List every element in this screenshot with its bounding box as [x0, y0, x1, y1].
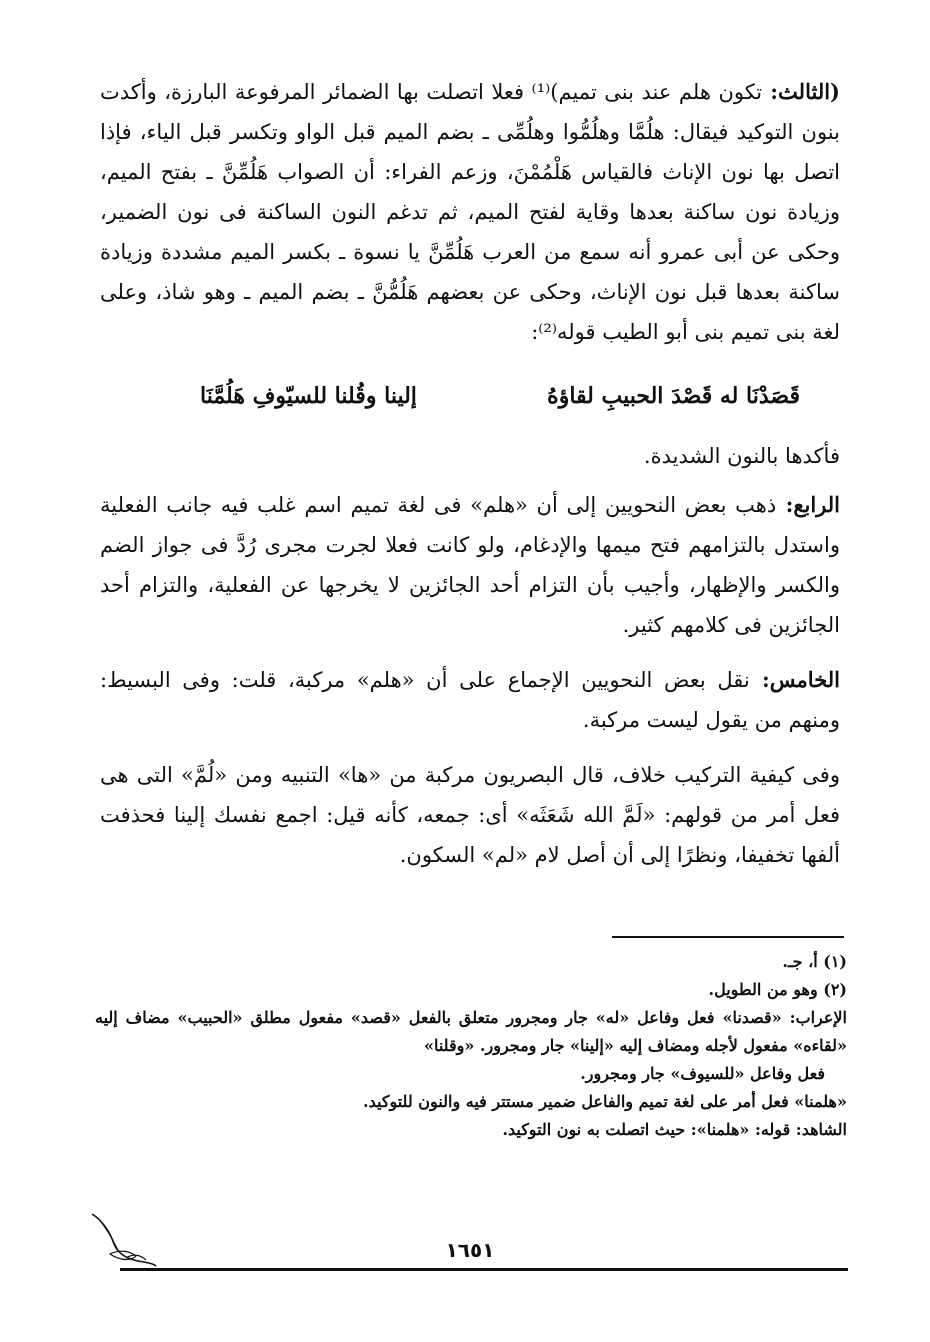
evidence-text: قوله: «هلمنا»: حيث اتصلت به نون التوكيد.	[502, 1120, 791, 1139]
quill-flourish-icon	[88, 1210, 158, 1274]
parsing-text: «قصدنا» فعل وفاعل «له» جار ومجرور متعلق بالفعل «قصد» مفعول مطلق «الحبيب» مضاف إليه «لقاءه» مفعول لأجله ومضاف إليه «إلينا» جار ومجرور. «وقلنا»	[95, 1008, 847, 1055]
paragraph-text: ذهب بعض النحويين إلى أن «هلم» فى لغة تميم اسم غلب فيه جانب الفعلية واستدل بالتزامهم فتح ميمها والإدغام، ولو كانت فعلا لجرت مجرى رُدَّ فى جواز الضم والكسر والإظهار، وأجيب بأن التزام أحد الجائزين لا يخرجها عن الفعلية، والتزام أحد الجائزين فى كلامهم كثير.	[100, 493, 840, 637]
paragraph-text: تكون هلم عند بنى تميم)⁽¹⁾ فعلا اتصلت بها الضمائر المرفوعة البارزة، وأكدت بنون التوكيد فيقال: هلُمَّا وهلُمُّوا وهلُمِّى ـ بضم الميم قبل الواو وتكسر قبل الياء، فإذا اتصل بها نون الإناث فالقياس هَلْمُمْنَ، وزعم الفراء: أن الصواب هَلُمِّنَّ ـ بفتح الميم، وزيادة نون ساكنة بعدها وقاية لفتح الميم، ثم تدغم النون الساكنة فى نون الضمير، وحكى عن أبى عمرو أنه سمع من العرب هَلُمِّنَّ يا نسوة ـ بكسر الميم مشددة وزيادة ساكنة بعدها قبل نون الإناث، وحكى عن بعضهم هَلُمُّنَّ ـ بضم الميم ـ وهو شاذ، وعلى لغة بنى تميم بنى أبو الطيب قوله⁽²⁾:	[100, 80, 841, 344]
footnote-2: (٢) وهو من الطويل.	[708, 980, 847, 999]
poetry-verse	[160, 383, 800, 427]
footnote-parsing-cont: فعل وفاعل «للسيوف» جار ومجرور.	[580, 1064, 825, 1083]
paragraph-text: وفى كيفية التركيب خلاف، قال البصريون مركبة من «ها» التنبيه ومن «لُمَّ» التى هى فعل أمر من قولهم: «لَمَّ الله شَعَثَه» أى: جمعه، كأنه قيل: اجمع نفسك إلينا فحذفت ألفها تخفيفا، ونظرًا إلى أن أصل لام «لم» السكون.	[100, 763, 840, 867]
paragraph-text: فأكدها بالنون الشديدة.	[643, 444, 840, 468]
evidence-label: الشاهد:	[790, 1120, 847, 1139]
paragraph-composition	[100, 755, 840, 875]
parsing-label: الإعراب:	[781, 1008, 847, 1027]
footnote-separator	[612, 936, 844, 938]
footnote-evidence	[95, 1116, 847, 1144]
verse-first-hemistich: قَصَدْنَا له قَصْدَ الحبيبِ لقاؤهُ	[547, 383, 800, 409]
footnote-1: (١) أ، جـ.	[782, 952, 847, 971]
bottom-rule	[120, 1268, 848, 1271]
footnote-parsing	[95, 1004, 847, 1060]
paragraph-third	[100, 72, 840, 352]
verse-second-hemistich: إلينا وقُلنا للسيّوفِ هَلُمَّنَا	[200, 383, 417, 409]
page-number: ١٦٥١	[445, 1238, 495, 1262]
paragraph-text: نقل بعض النحويين الإجماع على أن «هلم» مركبة، قلت: وفى البسيط: ومنهم من يقول ليست مركبة.	[100, 668, 840, 732]
footnotes	[95, 948, 847, 1144]
paragraph-fourth	[100, 485, 840, 645]
paragraph-label: (الثالث:	[762, 79, 840, 104]
paragraph-label: الرابع:	[776, 492, 840, 517]
paragraph-fifth	[100, 660, 840, 740]
paragraph-label: الخامس:	[749, 667, 840, 692]
paragraph-third-conclusion	[100, 436, 840, 476]
footnote-parsing-hlmna: «هلمنا» فعل أمر على لغة تميم والفاعل ضمير مستتر فيه والنون للتوكيد.	[363, 1092, 847, 1111]
